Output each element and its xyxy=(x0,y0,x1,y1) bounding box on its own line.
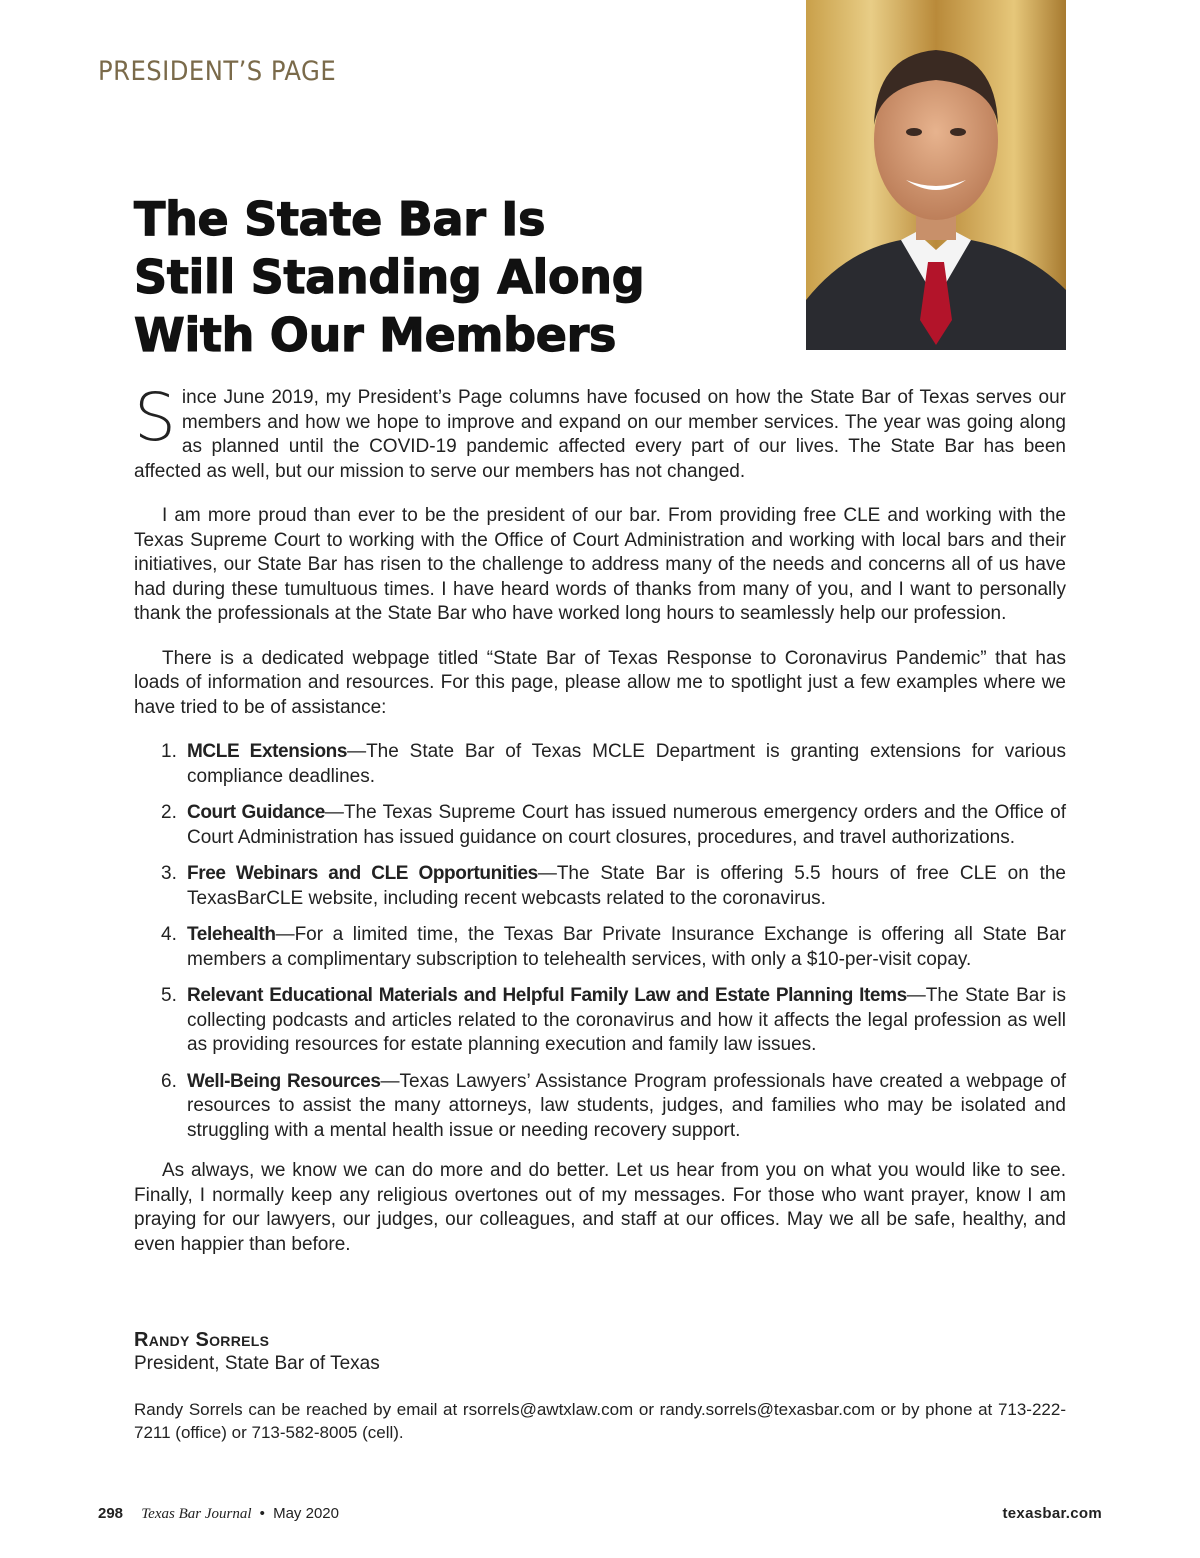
list-item xyxy=(134,801,1066,850)
item-term: Free Webinars and CLE Opportunities xyxy=(187,863,538,884)
list-item xyxy=(134,862,1066,911)
item-number: 4. xyxy=(161,924,177,945)
item-text: —The State Bar is offering 5.5 hours of free CLE on the TexasBarCLE website, including recent webcasts related to the coronavirus. xyxy=(187,863,1066,909)
president-portrait xyxy=(806,0,1066,350)
paragraph: I am more proud than ever to be the president of our bar. From providing free CLE and working with the Texas Supreme Court to working with the Office of Court Administration and working with local bars and their initiatives, our State Bar has risen to the challenge to address many of the needs and concerns all of us have had during these tumultuous times. I have heard words of thanks from many of you, and I want to personally thank the professionals at the State Bar who have worked long hours to seamlessly help our profession. xyxy=(134,505,1066,624)
item-term: Well-Being Resources xyxy=(187,1070,381,1092)
list-item xyxy=(134,923,1066,972)
item-number: 6. xyxy=(161,1070,177,1092)
item-term: Relevant Educational Materials and Helpful Family Law and Estate Planning Items xyxy=(187,985,907,1006)
issue-date: May 2020 xyxy=(273,1505,339,1522)
item-term: MCLE Extensions xyxy=(187,741,348,762)
item-term: Telehealth xyxy=(187,924,276,945)
drop-cap: S xyxy=(134,379,176,456)
page-footer xyxy=(98,1505,1102,1523)
item-number: 5. xyxy=(161,985,177,1006)
list-item xyxy=(134,984,1066,1058)
item-number: 2. xyxy=(161,802,177,823)
item-text: —Texas Lawyers’ Assistance Program professionals have created a webpage of resources to assist the many attorneys, law students, judges, and families who may be isolated and struggling with a mental health issue or needing recovery support. xyxy=(187,1070,1066,1141)
author-name: Randy Sorrels xyxy=(134,1329,270,1351)
title-line: With Our Members xyxy=(134,308,617,362)
website-link[interactable]: texasbar.com xyxy=(1002,1505,1102,1522)
item-text: —The Texas Supreme Court has issued numerous emergency orders and the Office of Court Administration has issued guidance on court closures, procedures, and travel authorizations. xyxy=(187,802,1066,848)
item-number: 3. xyxy=(161,863,177,884)
paragraph: As always, we know we can do more and do better. Let us hear from you on what you would like to see. Finally, I normally keep any religious overtones out of my messages. For those who want prayer, know I am praying for our lawyers, our judges, our colleagues, and staff at our offices. May we all be safe, healthy, and even happier than before. xyxy=(134,1160,1066,1255)
title-line: The State Bar Is xyxy=(134,192,546,246)
paragraph-intro xyxy=(134,379,1066,484)
journal-name: Texas Bar Journal xyxy=(141,1506,252,1522)
item-text: —For a limited time, the Texas Bar Private Insurance Exchange is offering all State Bar members a complimentary subscription to telehealth services, with only a $10-per-visit copay. xyxy=(187,924,1066,970)
list-item xyxy=(134,740,1066,789)
list-item xyxy=(134,1070,1066,1144)
page-number: 298 xyxy=(98,1505,124,1522)
item-term: Court Guidance xyxy=(187,802,325,823)
section-label: PRESIDENT’S PAGE xyxy=(98,56,337,87)
article-title xyxy=(134,190,644,364)
paragraph: There is a dedicated webpage titled “State Bar of Texas Response to Coronavirus Pandemic” that has loads of information and resources. For this page, please allow me to spotlight just a few examples where we have tried to be of assistance: xyxy=(134,647,1066,718)
title-line: Still Standing Along xyxy=(134,250,645,304)
bullet-separator: • xyxy=(259,1505,265,1522)
item-text: —The State Bar is collecting podcasts and articles related to the coronavirus and how it affects the legal profession as well as providing resources for estate planning execution and family law issues. xyxy=(187,985,1066,1055)
article-body xyxy=(134,379,1066,1277)
paragraph-text: ince June 2019, my President’s Page columns have focused on how the State Bar of Texas serves our members and how we hope to improve and expand on our member services. The year was going along as planned until the COVID-19 pandemic affected every part of our lives. The State Bar has been affected as well, but our mission to serve our members has not changed. xyxy=(134,387,1066,482)
author-role: President, State Bar of Texas xyxy=(134,1353,380,1374)
item-number: 1. xyxy=(161,741,177,762)
assistance-list xyxy=(134,740,1066,1143)
signature-block xyxy=(134,1328,380,1376)
contact-info: Randy Sorrels can be reached by email at rsorrels@awtxlaw.com or randy.sorrels@texasbar.com or by phone at 713-222-7211 (office) or 713-582-8005 (cell). xyxy=(134,1400,1066,1442)
item-text: —The State Bar of Texas MCLE Department is granting extensions for various compliance deadlines. xyxy=(187,741,1066,787)
